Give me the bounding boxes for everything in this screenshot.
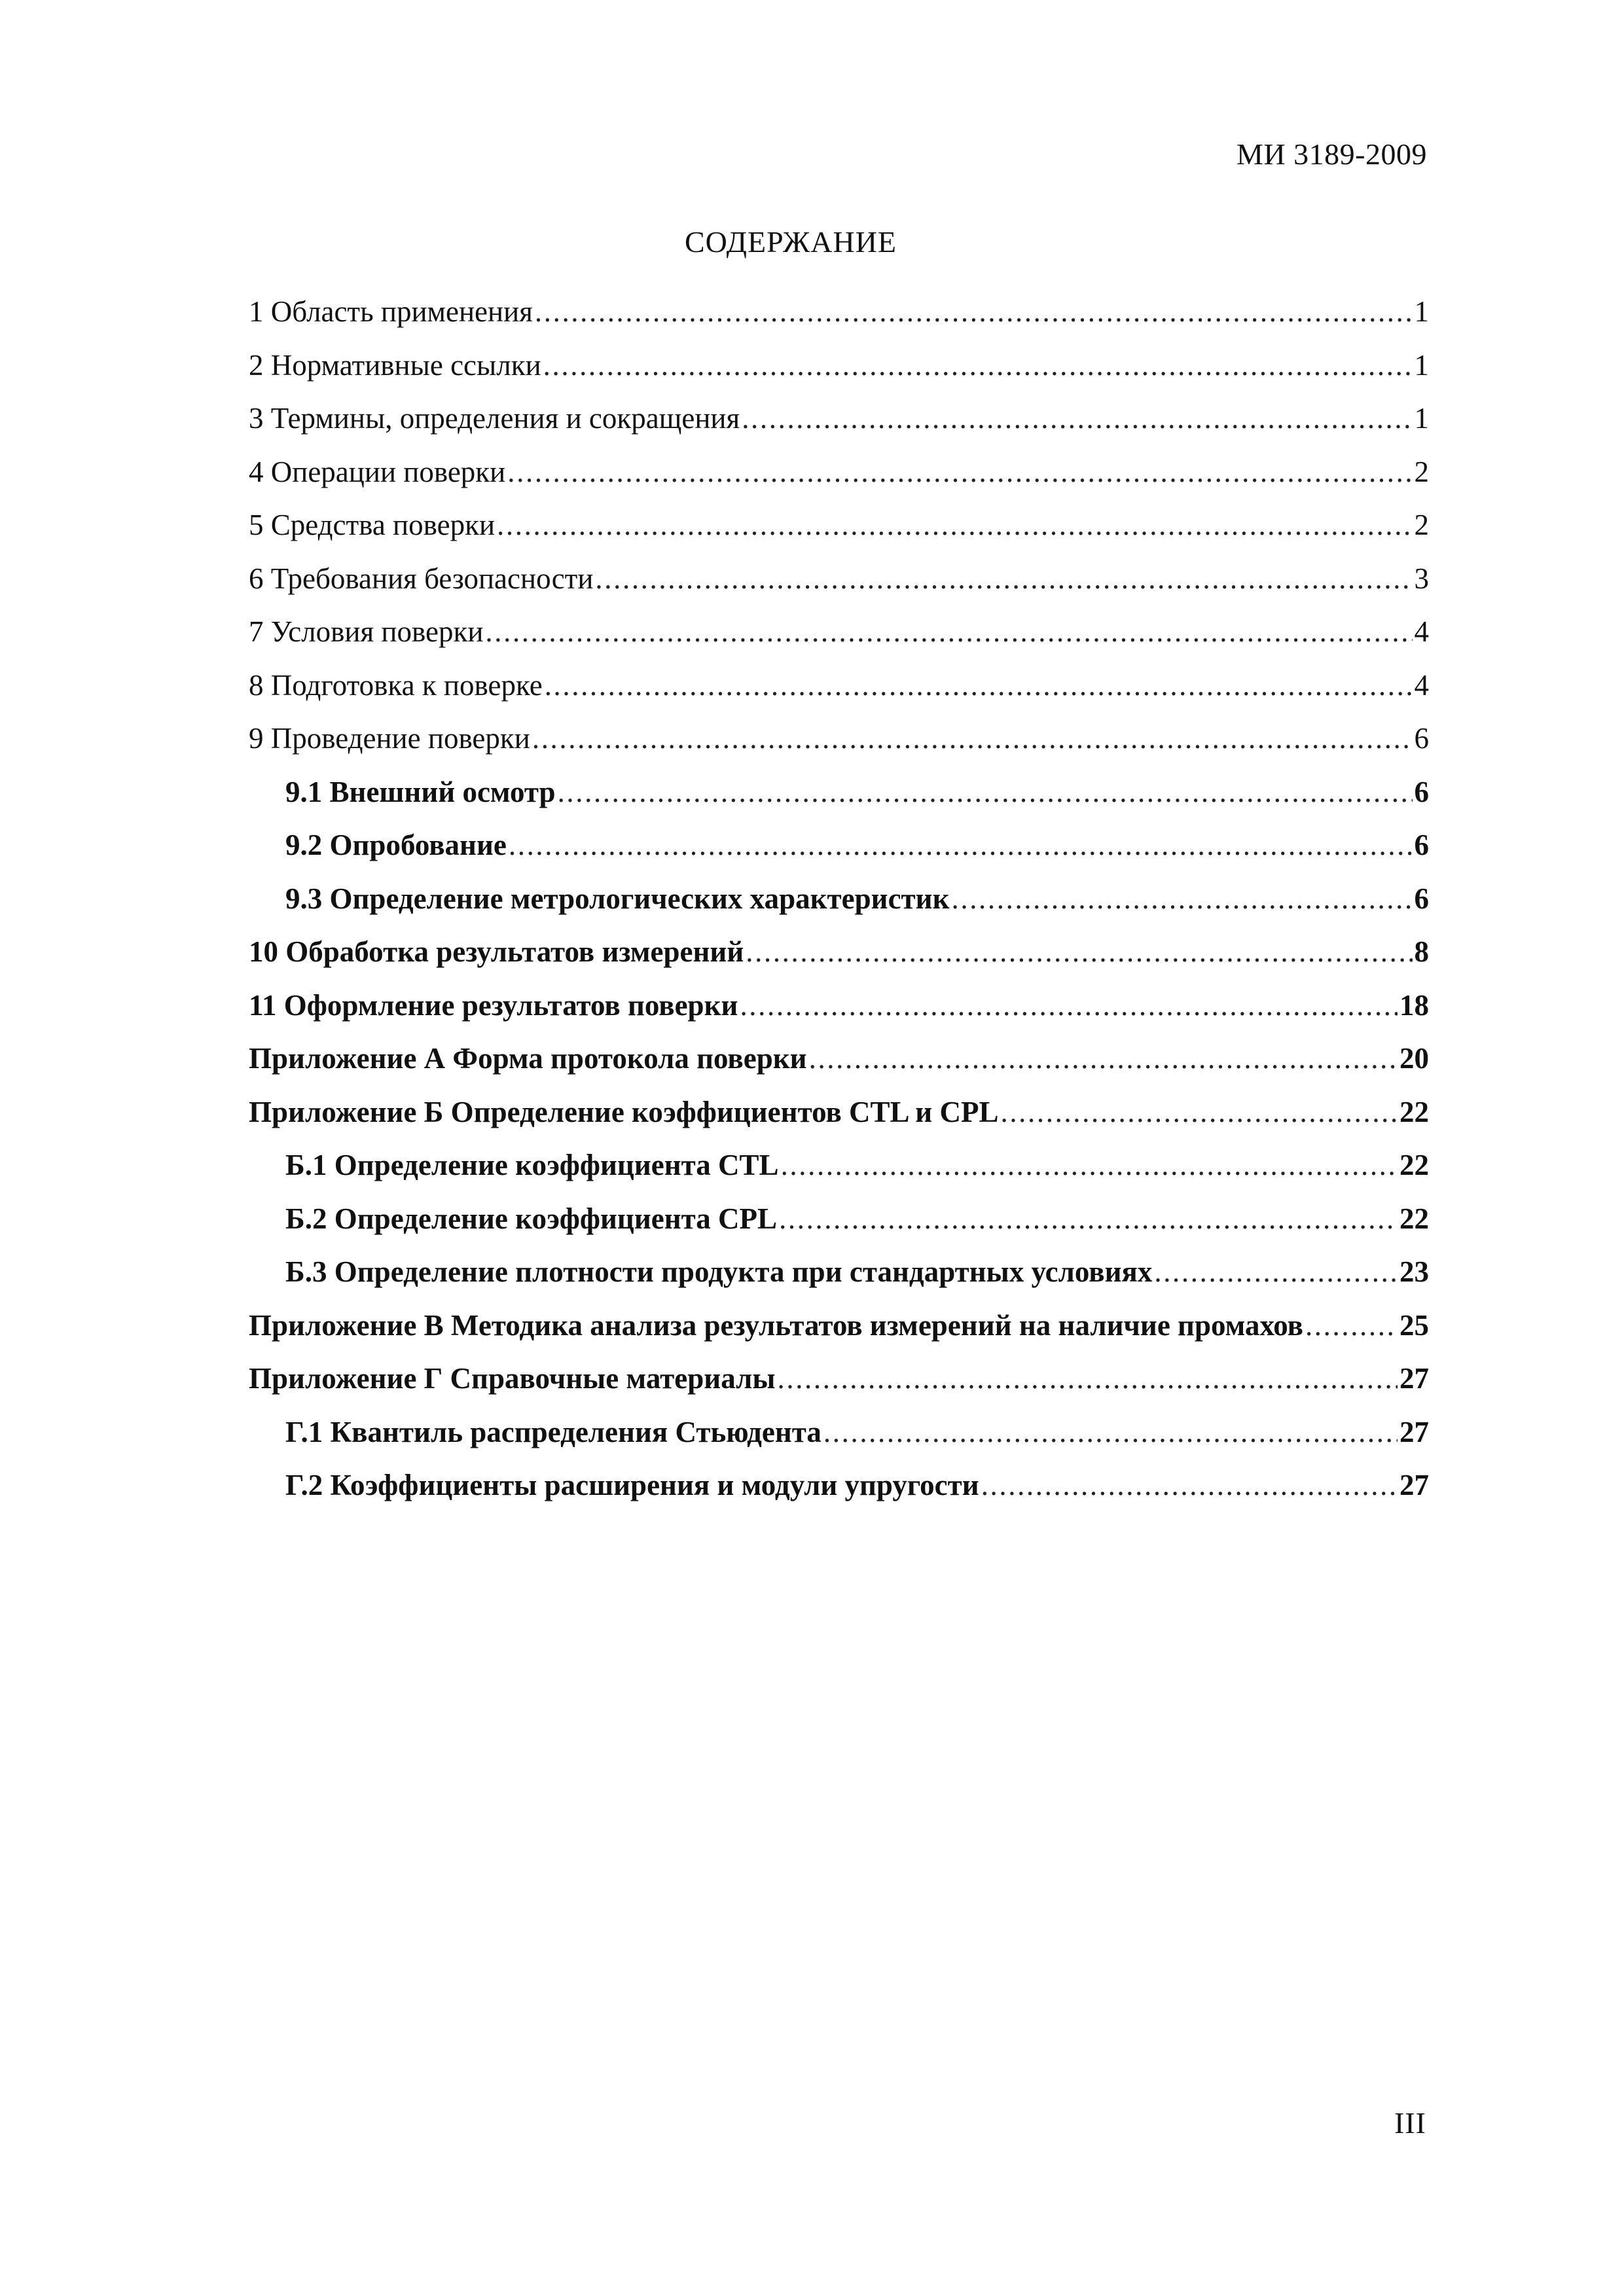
toc-entry-page: 2	[1414, 455, 1429, 488]
toc-entry-label: 11 Оформление результатов поверки	[249, 988, 738, 1022]
toc-entry-label: Б.1 Определение коэффициента CTL	[285, 1149, 779, 1181]
toc-dot-leader	[507, 454, 1412, 490]
toc-entry[interactable]	[249, 827, 1429, 880]
toc-entry-label: Приложение Б Определение коэффициентов CTL и CPL	[249, 1095, 999, 1128]
toc-entry-label: 10 Обработка результатов измерений	[249, 935, 744, 968]
toc-entry[interactable]	[249, 454, 1429, 507]
toc-entry-label: 2 Нормативные ссылки	[249, 348, 541, 382]
toc-entry-label: Приложение В Методика анализа результатов измерений на наличие промахов	[249, 1308, 1303, 1342]
toc-entry-label: Б.2 Определение коэффициента CPL	[285, 1202, 778, 1235]
page-number: III	[1394, 2106, 1426, 2140]
toc-entry-label: Г.2 Коэффициенты расширения и модули упругости	[285, 1469, 979, 1501]
toc-dot-leader	[595, 560, 1412, 597]
toc-dot-leader	[509, 827, 1413, 863]
toc-entry[interactable]	[249, 1307, 1429, 1361]
toc-entry-page: 3	[1414, 562, 1429, 595]
toc-entry-page: 27	[1399, 1469, 1429, 1501]
toc-entry[interactable]	[249, 720, 1429, 774]
toc-entry-label: 3 Термины, определения и сокращения	[249, 402, 740, 435]
toc-entry-page: 1	[1414, 295, 1429, 328]
toc-entry-page: 6	[1414, 882, 1429, 915]
toc-entry-page: 18	[1399, 988, 1429, 1022]
toc-entry[interactable]	[249, 347, 1429, 401]
toc-title: СОДЕРЖАНИЕ	[684, 225, 897, 259]
toc-entry-label: 8 Подготовка к поверке	[249, 668, 543, 702]
toc-entry[interactable]	[249, 1253, 1429, 1307]
toc-entry[interactable]	[249, 667, 1429, 721]
toc-entry-label: 9.3 Определение метрологических характеристик	[285, 882, 950, 915]
toc-entry-page: 20	[1399, 1042, 1429, 1075]
toc-entry-page: 4	[1414, 668, 1429, 702]
toc-dot-leader	[532, 720, 1413, 757]
toc-entry-page: 25	[1399, 1308, 1429, 1342]
toc-entry-page: 27	[1399, 1362, 1429, 1395]
toc-entry-label: Б.3 Определение плотности продукта при стандартных условиях	[285, 1255, 1153, 1288]
toc-dot-leader	[779, 1200, 1398, 1237]
toc-dot-leader	[742, 400, 1412, 437]
toc-entry[interactable]	[249, 1040, 1429, 1094]
toc-entry-label: 6 Требования безопасности	[249, 562, 594, 595]
table-of-contents	[249, 293, 1429, 1520]
toc-entry[interactable]	[249, 880, 1429, 934]
toc-dot-leader	[1305, 1307, 1398, 1344]
toc-dot-leader	[746, 933, 1412, 970]
toc-dot-leader	[535, 293, 1413, 330]
toc-entry[interactable]	[249, 1360, 1429, 1414]
toc-dot-leader	[485, 613, 1412, 650]
toc-dot-leader	[497, 507, 1412, 543]
toc-entry-page: 8	[1414, 935, 1429, 968]
toc-entry-label: Приложение Г Справочные материалы	[249, 1362, 776, 1395]
toc-entry-label: 5 Средства поверки	[249, 509, 496, 541]
toc-entry[interactable]	[249, 933, 1429, 987]
toc-entry[interactable]	[249, 613, 1429, 667]
toc-dot-leader	[823, 1414, 1398, 1450]
toc-entry[interactable]	[249, 1094, 1429, 1147]
toc-entry-label: 9 Проведение поверки	[249, 722, 530, 755]
toc-dot-leader	[952, 880, 1413, 917]
toc-entry[interactable]	[249, 1467, 1429, 1520]
toc-entry-label: 7 Условия поверки	[249, 615, 484, 648]
toc-entry-label: Г.1 Квантиль распределения Стьюдента	[285, 1415, 821, 1448]
toc-entry-page: 22	[1399, 1202, 1429, 1235]
toc-dot-leader	[545, 667, 1413, 704]
toc-entry-page: 23	[1399, 1255, 1429, 1288]
toc-entry-page: 4	[1414, 615, 1429, 648]
toc-entry[interactable]	[249, 1147, 1429, 1200]
toc-dot-leader	[558, 774, 1413, 810]
toc-entry-label: 9.1 Внешний осмотр	[285, 775, 556, 808]
toc-entry-label: 4 Операции поверки	[249, 455, 506, 488]
toc-entry-label: Приложение А Форма протокола поверки	[249, 1042, 807, 1075]
toc-dot-leader	[981, 1467, 1398, 1503]
toc-entry-page: 6	[1414, 829, 1429, 861]
toc-dot-leader	[781, 1147, 1398, 1183]
toc-entry[interactable]	[249, 293, 1429, 347]
toc-entry-page: 1	[1414, 402, 1429, 435]
toc-entry-page: 27	[1399, 1415, 1429, 1448]
toc-entry[interactable]	[249, 507, 1429, 560]
toc-entry-label: 9.2 Опробование	[285, 829, 507, 861]
toc-entry[interactable]	[249, 987, 1429, 1041]
document-code: МИ 3189-2009	[1236, 137, 1427, 171]
toc-entry[interactable]	[249, 774, 1429, 827]
toc-entry-label: 1 Область применения	[249, 295, 533, 328]
toc-dot-leader	[740, 987, 1398, 1024]
toc-entry-page: 22	[1399, 1095, 1429, 1128]
toc-entry[interactable]	[249, 1414, 1429, 1467]
toc-dot-leader	[1000, 1094, 1398, 1130]
toc-dot-leader	[809, 1040, 1398, 1077]
toc-dot-leader	[543, 347, 1413, 384]
toc-entry-page: 2	[1414, 509, 1429, 541]
toc-entry[interactable]	[249, 400, 1429, 454]
toc-entry-page: 22	[1399, 1149, 1429, 1181]
toc-entry-page: 1	[1414, 348, 1429, 382]
toc-entry-page: 6	[1414, 775, 1429, 808]
toc-dot-leader	[1154, 1253, 1398, 1290]
toc-entry[interactable]	[249, 560, 1429, 614]
toc-entry-page: 6	[1414, 722, 1429, 755]
toc-entry[interactable]	[249, 1200, 1429, 1254]
toc-dot-leader	[778, 1360, 1398, 1397]
